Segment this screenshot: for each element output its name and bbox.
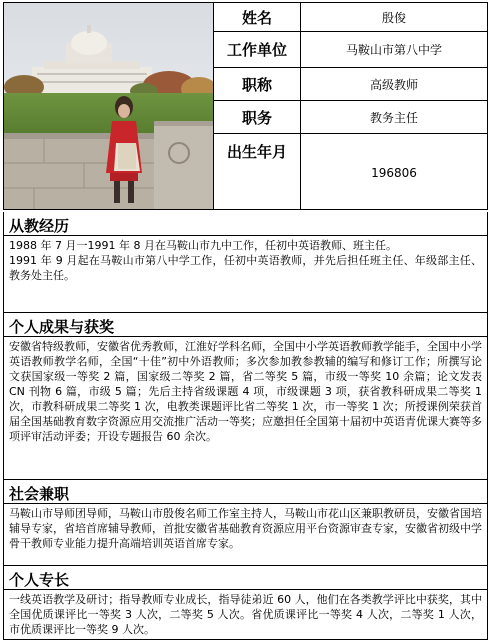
position-label: 职务 xyxy=(214,101,301,133)
social-roles-section xyxy=(3,480,488,566)
specialty-section xyxy=(3,566,488,640)
portrait-photo-cell xyxy=(4,3,214,210)
birth-label: 出生年月 xyxy=(214,133,301,209)
social-roles-body: 马鞍山市导师团导师，马鞍山市殷俊名师工作室主持人，马鞍山市花山区兼职教研员，安徽省国培辅导专家，省培首席辅导教师，首批安徽省基础教育资源应用平台资源审查专家，安徽省初级中学骨干教师专业能力提升高端培训英语首席专家。 xyxy=(9,507,482,550)
profile-info-table xyxy=(3,2,488,210)
birth-value: 196806 xyxy=(371,165,417,180)
title-value: 高级教师 xyxy=(301,68,488,101)
teaching-history-heading: 从教经历 xyxy=(4,212,487,236)
teaching-history-paragraph: 1991 年 9 月起在马鞍山市第八中学工作，任初中英语教师，并先后担任班主任、年级部主任、教务处主任。 xyxy=(9,254,482,282)
achievements-body: 安徽省特级教师，安徽省优秀教师，江淮好学科名师，全国中小学英语教师教学能手，全国中小学英语教师教学名师，全国“十佳”初中外语教师；多次参加教参教辅的编写和修订工作；所撰写论文获国家级一等奖 2 篇，国家级二等奖 2 篇，省二等奖 5 篇，市级一等奖 10 余篇；论文发表 CN 刊物 6 篇，市级 5 篇；先后主持省级课题 4 项，市级课题 3 项，获省教科研成果二等奖 1 次，市教科研成果二等奖 1 次，电教类课题评比省二等奖 1 次，市一等奖 1 次；所授课例荣获首届全国基础教育数字资源应用交流推广活动一等奖；应邀担任全国第十届初中英语青优课大赛等多项评审活动评委；开设专题报告 60 余次。 xyxy=(9,340,482,443)
teaching-history-section xyxy=(3,212,488,313)
name-label: 姓名 xyxy=(214,3,301,32)
social-roles-heading: 社会兼职 xyxy=(4,480,487,504)
teaching-history-paragraph: 1988 年 7 月一1991 年 8 月在马鞍山市九中工作，任初中英语教师、班主任。 xyxy=(9,239,397,252)
title-label: 职称 xyxy=(214,68,301,101)
portrait-photo xyxy=(4,3,213,209)
teaching-history-body xyxy=(4,236,487,285)
profile-sheet xyxy=(3,2,488,640)
name-value: 殷俊 xyxy=(301,3,488,32)
achievements-section xyxy=(3,313,488,480)
position-value: 教务主任 xyxy=(301,101,488,133)
specialty-heading: 个人专长 xyxy=(4,566,487,590)
birth-cell xyxy=(301,133,488,209)
specialty-body: 一线英语教学及研讨；指导教师专业成长，指导徒弟近 60 人，他们在各类教学评比中获奖，其中全国优质课评比一等奖 3 人次，二等奖 5 人次。省优质课评比一等奖 4 人次，二等奖 1 人次，市优质课评比一等奖 9 人次。 xyxy=(9,593,482,636)
workplace-label: 工作单位 xyxy=(214,32,301,68)
workplace-value: 马鞍山市第八中学 xyxy=(301,32,488,68)
achievements-heading: 个人成果与获奖 xyxy=(4,313,487,337)
